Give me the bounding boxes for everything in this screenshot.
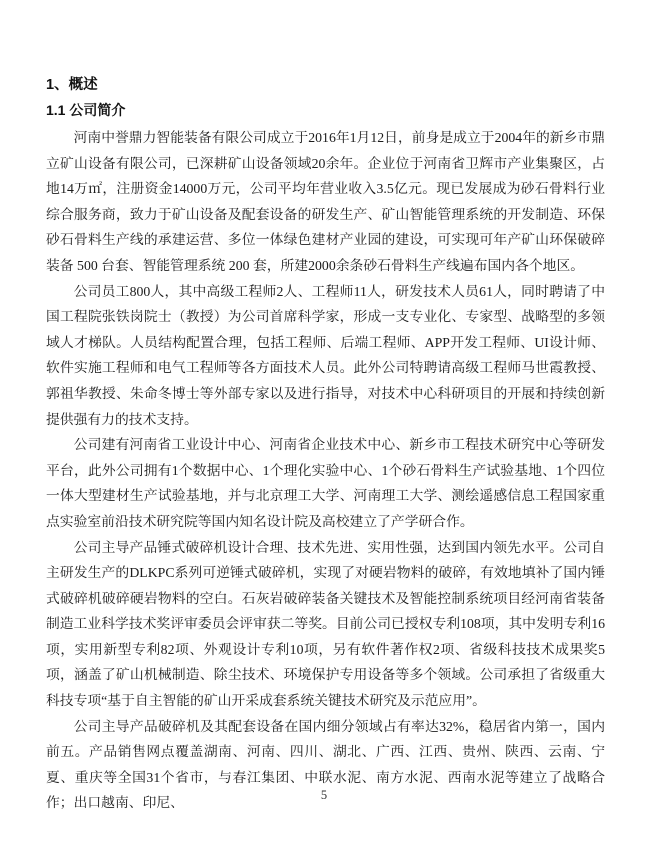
document-body [46, 76, 605, 816]
page-number: 5 [320, 788, 328, 802]
paragraph-staff-experts: 公司员工800人，其中高级工程师2人、工程师11人，研发技术人员61人，同时聘请了中国工程院张铁岗院士（教授）为公司首席科学家，形成一支专业化、专家型、战略型的多领域人才梯队。人员结构配置合理，包括工程师、后端工程师、APP开发工程师、UI设计师、软件实施工程师和电气工程师等各方面技术人员。此外公司特聘请高级工程师马世霞教授、郭祖华教授、朱命冬博士等外部专家以及进行指导，对技术中心科研项目的开展和持续创新提供强有力的技术支持。 [46, 283, 605, 427]
paragraph-rd-platforms: 公司建有河南省工业设计中心、河南省企业技术中心、新乡市工程技术研究中心等研发平台，此外公司拥有1个数据中心、1个理化实验中心、1个砂石骨料生产试验基地、1个四位一体大型建材生产试验基地，并与北京理工大学、河南理工大学、测绘遥感信息工程国家重点实验室前沿技术研究院等国内知名设计院及高校建立了产学研合作。 [46, 437, 605, 529]
paragraph-products-patents: 公司主导产品锤式破碎机设计合理、技术先进、实用性强，达到国内领先水平。公司自主研发生产的DLKPC系列可逆锤式破碎机，实现了对硬岩物料的破碎，有效地填补了国内锤式破碎机破碎硬岩物料的空白。石灰岩破碎装备关键技术及智能控制系统项目经河南省装备制造工业科学技术奖评审委员会评审获二等奖。目前公司已授权专利108项，其中发明专利16项，实用新型专利82项、外观设计专利10项，另有软件著作权2项、省级科技技术成果奖5项，涵盖了矿山机械制造、除尘技术、环境保护专用设备等多个领域。公司承担了省级重大科技专项“基于自主智能的矿山开采成套系统关键技术研究及示范应用”。 [46, 539, 605, 709]
paragraph-company-founding: 河南中誉鼎力智能装备有限公司成立于2016年1月12日，前身是成立于2004年的新乡市鼎立矿山设备有限公司，已深耕矿山设备领域20余年。企业位于河南省卫辉市产业集聚区，占地14万㎡，注册资金14000万元，公司平均年营业收入3.5亿元。现已发展成为砂石骨料行业综合服务商，致力于矿山设备及配套设备的研发生产、矿山智能管理系统的开发制造、环保砂石骨料生产线的承建运营、多位一体绿色建材产业园的建设，可实现可年产矿山环保破碎装备 500 台套、智能管理系统 200 套，所建2000余条砂石骨料生产线遍布国内各个地区。 [46, 130, 605, 273]
subsection-heading: 1.1 公司简介 [46, 102, 126, 118]
section-heading: 1、概述 [46, 77, 98, 93]
paragraph-market-share: 公司主导产品破碎机及其配套设备在国内细分领域占有率达32%，稳居省内第一，国内前五。产品销售网点覆盖湖南、河南、四川、湖北、广西、江西、贵州、陕西、云南、宁夏、重庆等全国31个省市，与春江集团、中联水泥、南方水泥、西南水泥等建立了战略合作；出口越南、印尼、 [46, 718, 605, 811]
